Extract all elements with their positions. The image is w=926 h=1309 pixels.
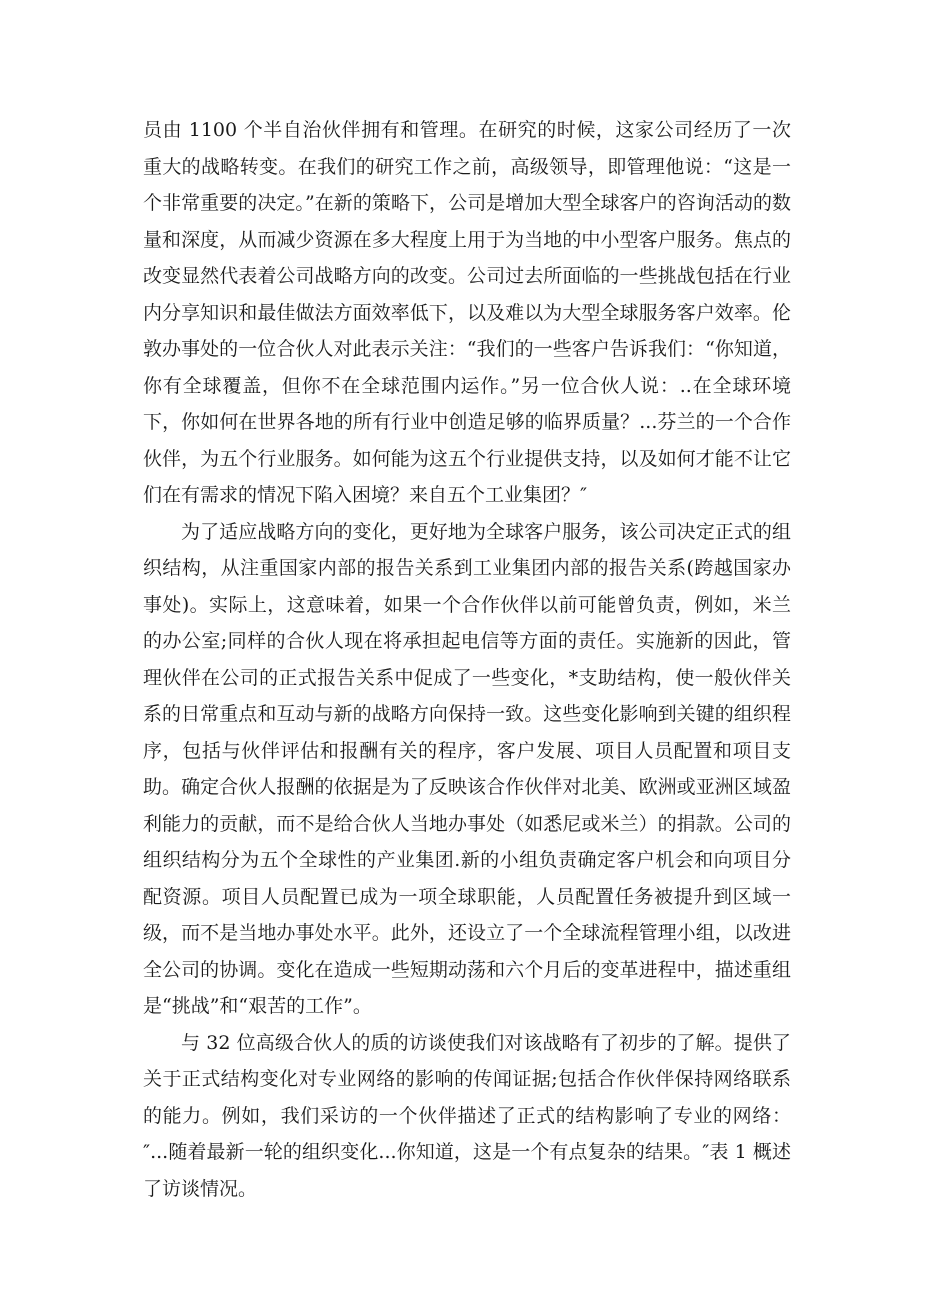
paragraph-2: 为了适应战略方向的变化，更好地为全球客户服务，该公司决定正式的组织结构，从注重国家内部的报告关系到工业集团内部的报告关系(跨越国家办事处)。实际上，这意味着，如果一个合作伙伴以前可能曾负责，例如，米兰的办公室;同样的合伙人现在将承担起电信等方面的责任。实施新的因此，管理伙伴在公司的正式报告关系中促成了一些变化，*支助结构，使一般伙伴关系的日常重点和互动与新的战略方向保持一致。这些变化影响到关键的组织程序，包括与伙伴评估和报酬有关的程序，客户发展、项目人员配置和项目支助。确定合伙人报酬的依据是为了反映该合作伙伴对北美、欧洲或亚洲区域盈利能力的贡献，而不是给合伙人当地办事处（如悉尼或米兰）的捐款。公司的组织结构分为五个全球性的产业集团.新的小组负责确定客户机会和向项目分配资源。项目人员配置已成为一项全球职能，人员配置任务被提升到区域一级，而不是当地办事处水平。此外，还设立了一个全球流程管理小组，以改进全公司的协调。变化在造成一些短期动荡和六个月后的变革进程中，描述重组是“挑战”和“艰苦的工作”。: [143, 520, 791, 1017]
paragraph-1: 员由 1100 个半自治伙伴拥有和管理。在研究的时候，这家公司经历了一次重大的战略转变。在我们的研究工作之前，高级领导，即管理他说：“这是一个非常重要的决定。”在新的策略下，公司是增加大型全球客户的咨询活动的数量和深度，从而减少资源在多大程度上用于为当地的中小型客户服务。焦点的改变显然代表着公司战略方向的改变。公司过去所面临的一些挑战包括在行业内分享知识和最佳做法方面效率低下，以及难以为大型全球服务客户效率。伦敦办事处的一位合伙人对此表示关注：“我们的一些客户告诉我们：“你知道，你有全球覆盖，但你不在全球范围内运作。”另一位合伙人说：..在全球环境下，你如何在世界各地的所有行业中创造足够的临界质量？...芬兰的一个合作伙伴，为五个行业服务。如何能为这五个行业提供支持，以及如何才能不让它们在有需求的情况下陷入困境？来自五个工业集团？″: [143, 119, 791, 506]
paragraph-3: 与 32 位高级合伙人的质的访谈使我们对该战略有了初步的了解。提供了关于正式结构变化对专业网络的影响的传闻证据;包括合作伙伴保持网络联系的能力。例如，我们采访的一个伙伴描述了正式的结构影响了专业的网络：″...随着最新一轮的组织变化...你知道，这是一个有点复杂的结果。″表 1 概述了访谈情况。: [143, 1031, 791, 1200]
document-body: [143, 112, 791, 1207]
